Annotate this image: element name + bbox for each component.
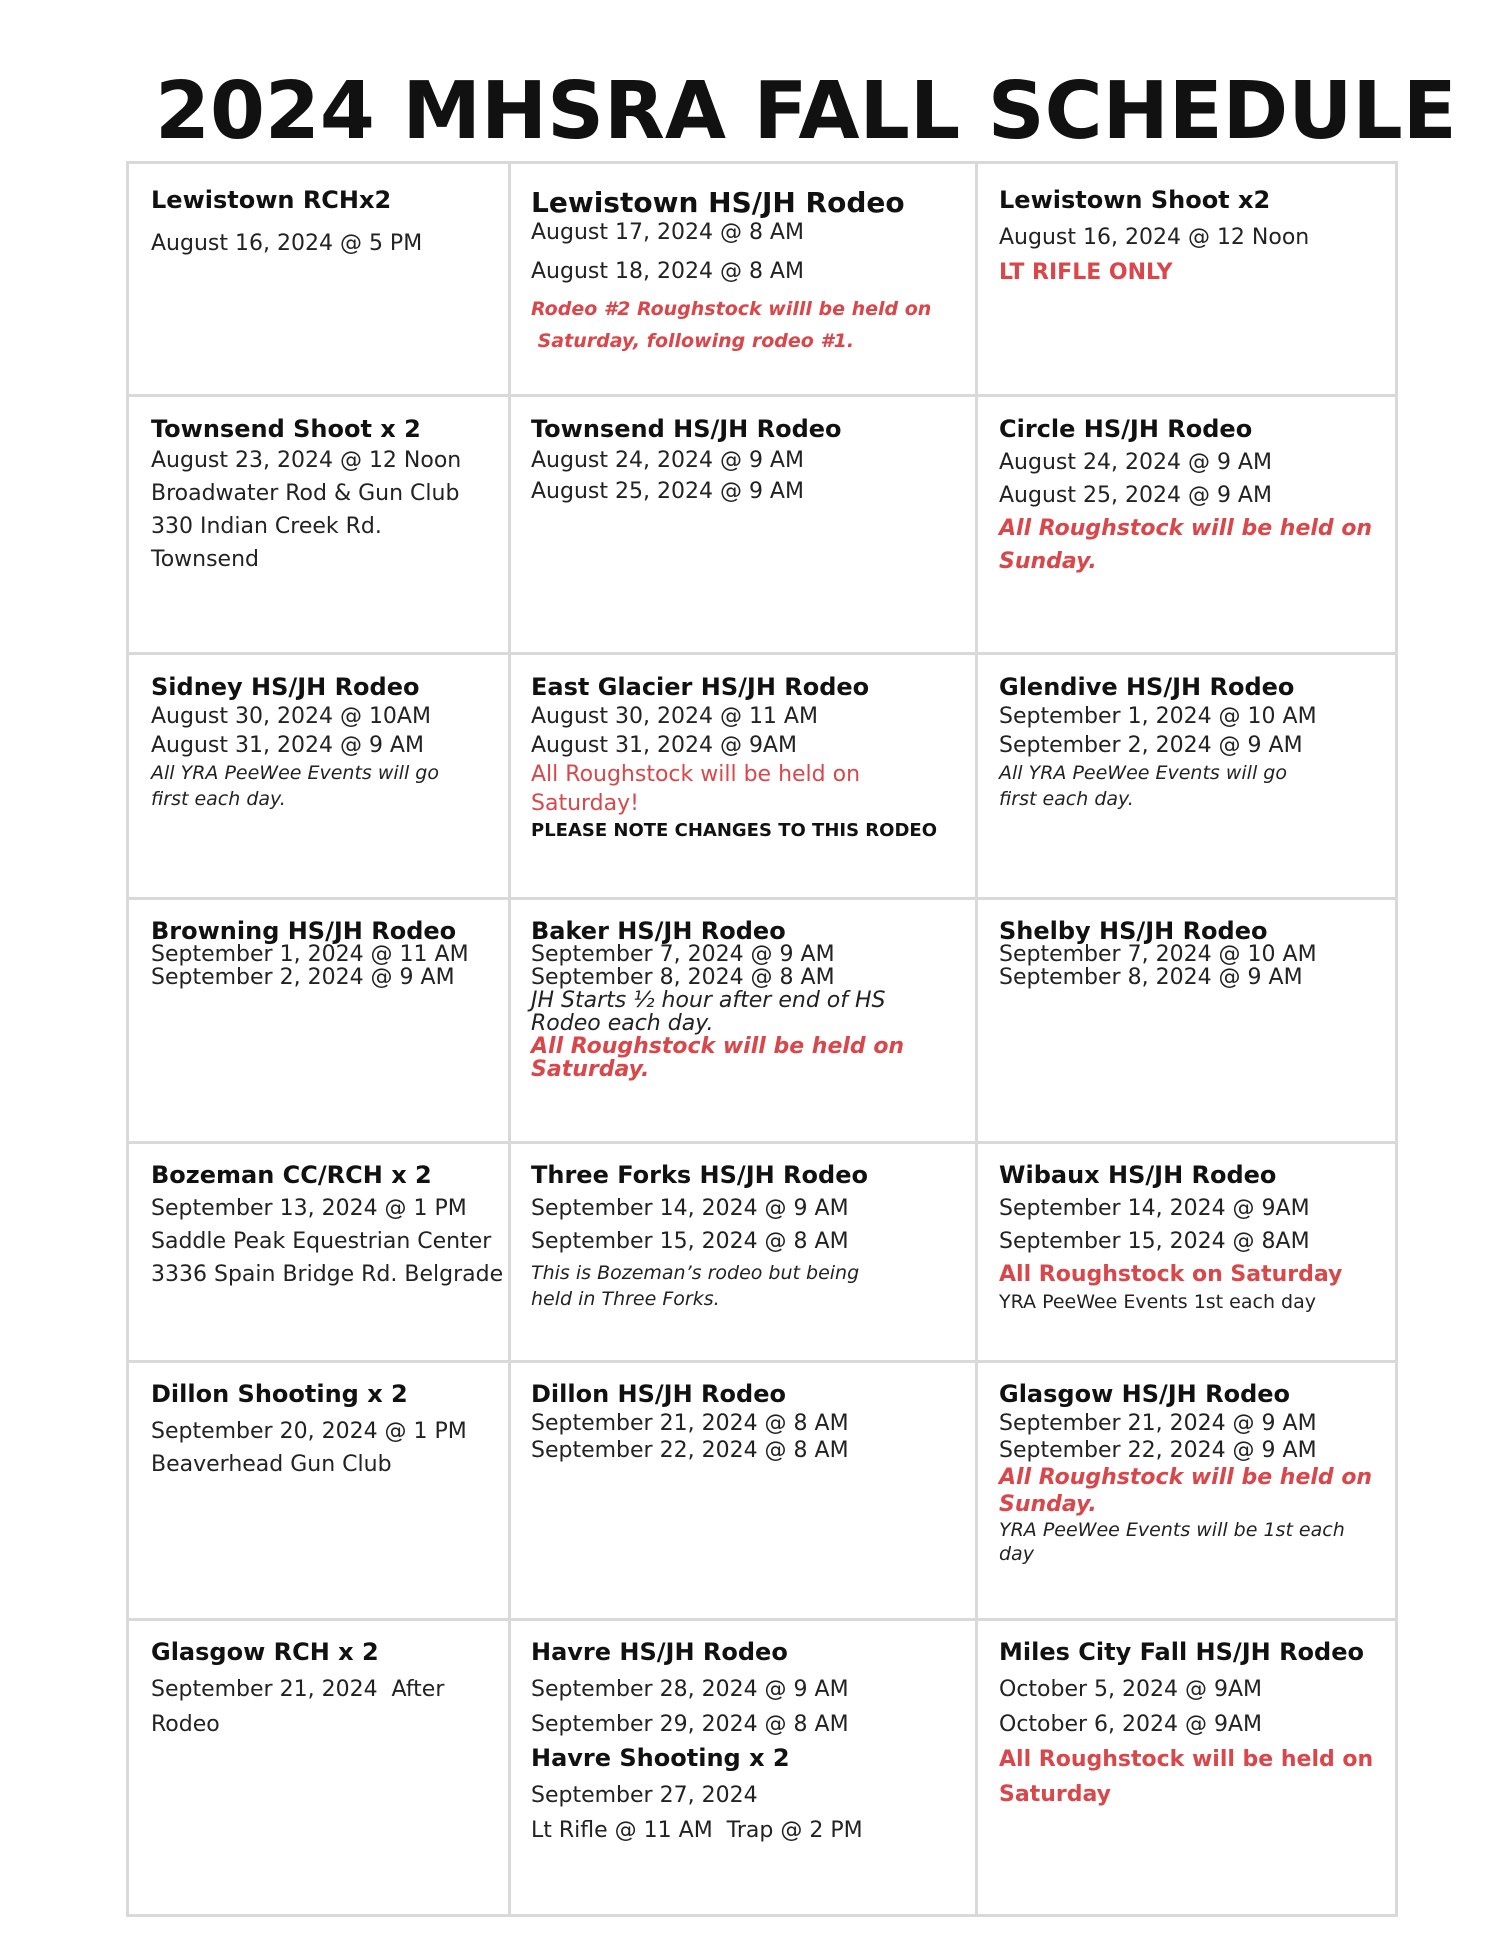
cell-browning-rodeo [151, 916, 469, 990]
grid-divider [129, 897, 1395, 900]
event-title: Baker HS/JH Rodeo [531, 917, 786, 945]
event-location: Broadwater Rod & Gun Club [151, 481, 460, 506]
event-note: All Roughstock will be held on [999, 1747, 1374, 1772]
event-date: September 2, 2024 @ 9 AM [999, 733, 1303, 758]
event-date: October 5, 2024 @ 9AM [999, 1677, 1263, 1702]
cell-baker-rodeo [531, 916, 904, 1082]
cell-circle-rodeo [999, 414, 1372, 574]
event-date: September 27, 2024 [531, 1783, 758, 1808]
event-note: held in Three Forks. [531, 1288, 720, 1310]
event-date: September 15, 2024 @ 8 AM [531, 1229, 849, 1254]
cell-three-forks-rodeo [531, 1160, 868, 1310]
event-title: Shelby HS/JH Rodeo [999, 917, 1268, 945]
event-title: Townsend Shoot x 2 [151, 415, 421, 443]
grid-divider [129, 652, 1395, 655]
event-date: September 14, 2024 @ 9AM [999, 1196, 1310, 1221]
event-note: first each day. [151, 788, 286, 810]
event-notice: PLEASE NOTE CHANGES TO THIS RODEO [531, 820, 938, 841]
event-title: Glasgow HS/JH Rodeo [999, 1380, 1291, 1408]
event-title: East Glacier HS/JH Rodeo [531, 673, 870, 701]
event-title: Lewistown RCHx2 [151, 186, 392, 214]
event-note: Saturday [999, 1782, 1111, 1807]
event-note: All YRA PeeWee Events will go [151, 762, 439, 784]
event-note: Rodeo #2 Roughstock willl be held on [531, 298, 932, 320]
event-date: September 20, 2024 @ 1 PM [151, 1419, 467, 1444]
event-date: September 28, 2024 @ 9 AM [531, 1677, 849, 1702]
event-note: All Roughstock will be held on [531, 1034, 905, 1059]
event-date: September 14, 2024 @ 9 AM [531, 1196, 849, 1221]
grid-divider [129, 1360, 1395, 1363]
event-note: Rodeo each day. [531, 1011, 714, 1036]
event-date: August 16, 2024 @ 12 Noon [999, 225, 1310, 250]
event-date: August 24, 2024 @ 9 AM [531, 448, 804, 473]
event-title: Dillon Shooting x 2 [151, 1380, 408, 1408]
event-date: September 1, 2024 @ 10 AM [999, 704, 1317, 729]
event-location: Saddle Peak Equestrian Center [151, 1229, 492, 1254]
event-note: YRA PeeWee Events 1st each day [999, 1291, 1316, 1313]
grid-divider [129, 394, 1395, 397]
event-location: Beaverhead Gun Club [151, 1452, 392, 1477]
event-note: All Roughstock will be held on [999, 1465, 1373, 1490]
event-address: 3336 Spain Bridge Rd. Belgrade [151, 1262, 504, 1287]
event-date: August 30, 2024 @ 11 AM [531, 704, 818, 729]
event-date: August 31, 2024 @ 9AM [531, 733, 797, 758]
cell-wibaux-rodeo [999, 1160, 1342, 1313]
cell-sidney-rodeo [151, 672, 439, 810]
event-date: September 22, 2024 @ 8 AM [531, 1438, 849, 1463]
event-date: September 2, 2024 @ 9 AM [151, 965, 455, 990]
event-address: 330 Indian Creek Rd. [151, 514, 382, 539]
event-date: August 31, 2024 @ 9 AM [151, 733, 424, 758]
page-title: 2024 MHSRA FALL SCHEDULE [155, 65, 1457, 157]
cell-havre-rodeo [531, 1637, 863, 1843]
event-date: September 29, 2024 @ 8 AM [531, 1712, 849, 1737]
event-date: September 13, 2024 @ 1 PM [151, 1196, 467, 1221]
event-title: Three Forks HS/JH Rodeo [531, 1161, 868, 1189]
event-note: day [999, 1543, 1034, 1565]
event-date: September 21, 2024 @ 8 AM [531, 1411, 849, 1436]
cell-glasgow-rodeo [999, 1379, 1372, 1565]
event-date: October 6, 2024 @ 9AM [999, 1712, 1263, 1737]
event-note: Saturday. [531, 1057, 650, 1082]
event-note: All Roughstock will be held on [531, 762, 861, 787]
event-title: Circle HS/JH Rodeo [999, 415, 1253, 443]
event-note: All Roughstock will be held on [999, 516, 1373, 541]
event-date: September 7, 2024 @ 10 AM [999, 942, 1317, 967]
event-city: Townsend [151, 547, 260, 572]
event-note: Saturday, following rodeo #1. [531, 330, 855, 352]
event-date: September 7, 2024 @ 9 AM [531, 942, 835, 967]
cell-townsend-shoot [151, 414, 461, 572]
event-note: All Roughstock on Saturday [999, 1262, 1343, 1287]
cell-bozeman-rch [151, 1160, 503, 1287]
cell-miles-city-rodeo [999, 1637, 1373, 1807]
cell-dillon-rodeo [531, 1379, 849, 1463]
event-note: All YRA PeeWee Events will go [999, 762, 1287, 784]
event-title: Bozeman CC/RCH x 2 [151, 1161, 432, 1189]
grid-divider [975, 164, 978, 1914]
event-title: Dillon HS/JH Rodeo [531, 1380, 786, 1408]
event-title: Townsend HS/JH Rodeo [531, 415, 842, 443]
event-date: August 24, 2024 @ 9 AM [999, 450, 1272, 475]
event-note: first each day. [999, 788, 1134, 810]
cell-lewistown-shoot [999, 185, 1309, 285]
cell-dillon-shooting [151, 1379, 467, 1477]
event-title: Glendive HS/JH Rodeo [999, 673, 1295, 701]
cell-shelby-rodeo [999, 916, 1317, 990]
event-date: September 21, 2024 @ 9 AM [999, 1411, 1317, 1436]
event-time: Rodeo [151, 1712, 220, 1737]
event-title: Lewistown Shoot x2 [999, 186, 1271, 214]
event-date: September 8, 2024 @ 8 AM [531, 965, 835, 990]
event-note: JH Starts ½ hour after end of HS [531, 988, 886, 1013]
event-note: Sunday. [999, 549, 1097, 574]
cell-townsend-rodeo [531, 414, 842, 504]
event-title: Havre Shooting x 2 [531, 1744, 790, 1772]
event-date: August 17, 2024 @ 8 AM [531, 220, 804, 245]
event-date: August 25, 2024 @ 9 AM [531, 479, 804, 504]
event-note: This is Bozeman’s rodeo but being [531, 1262, 860, 1284]
event-date: September 1, 2024 @ 11 AM [151, 942, 469, 967]
event-date: August 16, 2024 @ 5 PM [151, 231, 423, 256]
event-date: September 21, 2024 After [151, 1677, 445, 1702]
cell-east-glacier-rodeo [531, 672, 937, 841]
event-date: August 30, 2024 @ 10AM [151, 704, 431, 729]
cell-lewistown-rodeo [531, 185, 931, 352]
event-note: LT RIFLE ONLY [999, 260, 1173, 285]
event-date: September 22, 2024 @ 9 AM [999, 1438, 1317, 1463]
event-time: Lt Rifle @ 11 AM Trap @ 2 PM [531, 1818, 863, 1843]
event-note: YRA PeeWee Events will be 1st each [999, 1519, 1345, 1541]
event-title: Sidney HS/JH Rodeo [151, 673, 420, 701]
event-title: Miles City Fall HS/JH Rodeo [999, 1638, 1364, 1666]
event-date: September 15, 2024 @ 8AM [999, 1229, 1310, 1254]
cell-glasgow-rch [151, 1637, 444, 1737]
event-date: September 8, 2024 @ 9 AM [999, 965, 1303, 990]
grid-divider [508, 164, 511, 1914]
event-note: Sunday. [999, 1492, 1097, 1517]
grid-divider [129, 1618, 1395, 1621]
event-title: Glasgow RCH x 2 [151, 1638, 379, 1666]
event-title: Lewistown HS/JH Rodeo [531, 186, 905, 219]
cell-lewistown-rch [151, 185, 422, 256]
event-date: August 25, 2024 @ 9 AM [999, 483, 1272, 508]
event-title: Wibaux HS/JH Rodeo [999, 1161, 1277, 1189]
grid-divider [129, 1141, 1395, 1144]
event-date: August 18, 2024 @ 8 AM [531, 259, 804, 284]
event-date: August 23, 2024 @ 12 Noon [151, 448, 462, 473]
cell-glendive-rodeo [999, 672, 1317, 810]
event-title: Havre HS/JH Rodeo [531, 1638, 788, 1666]
event-note: Saturday! [531, 791, 639, 816]
event-title: Browning HS/JH Rodeo [151, 917, 457, 945]
